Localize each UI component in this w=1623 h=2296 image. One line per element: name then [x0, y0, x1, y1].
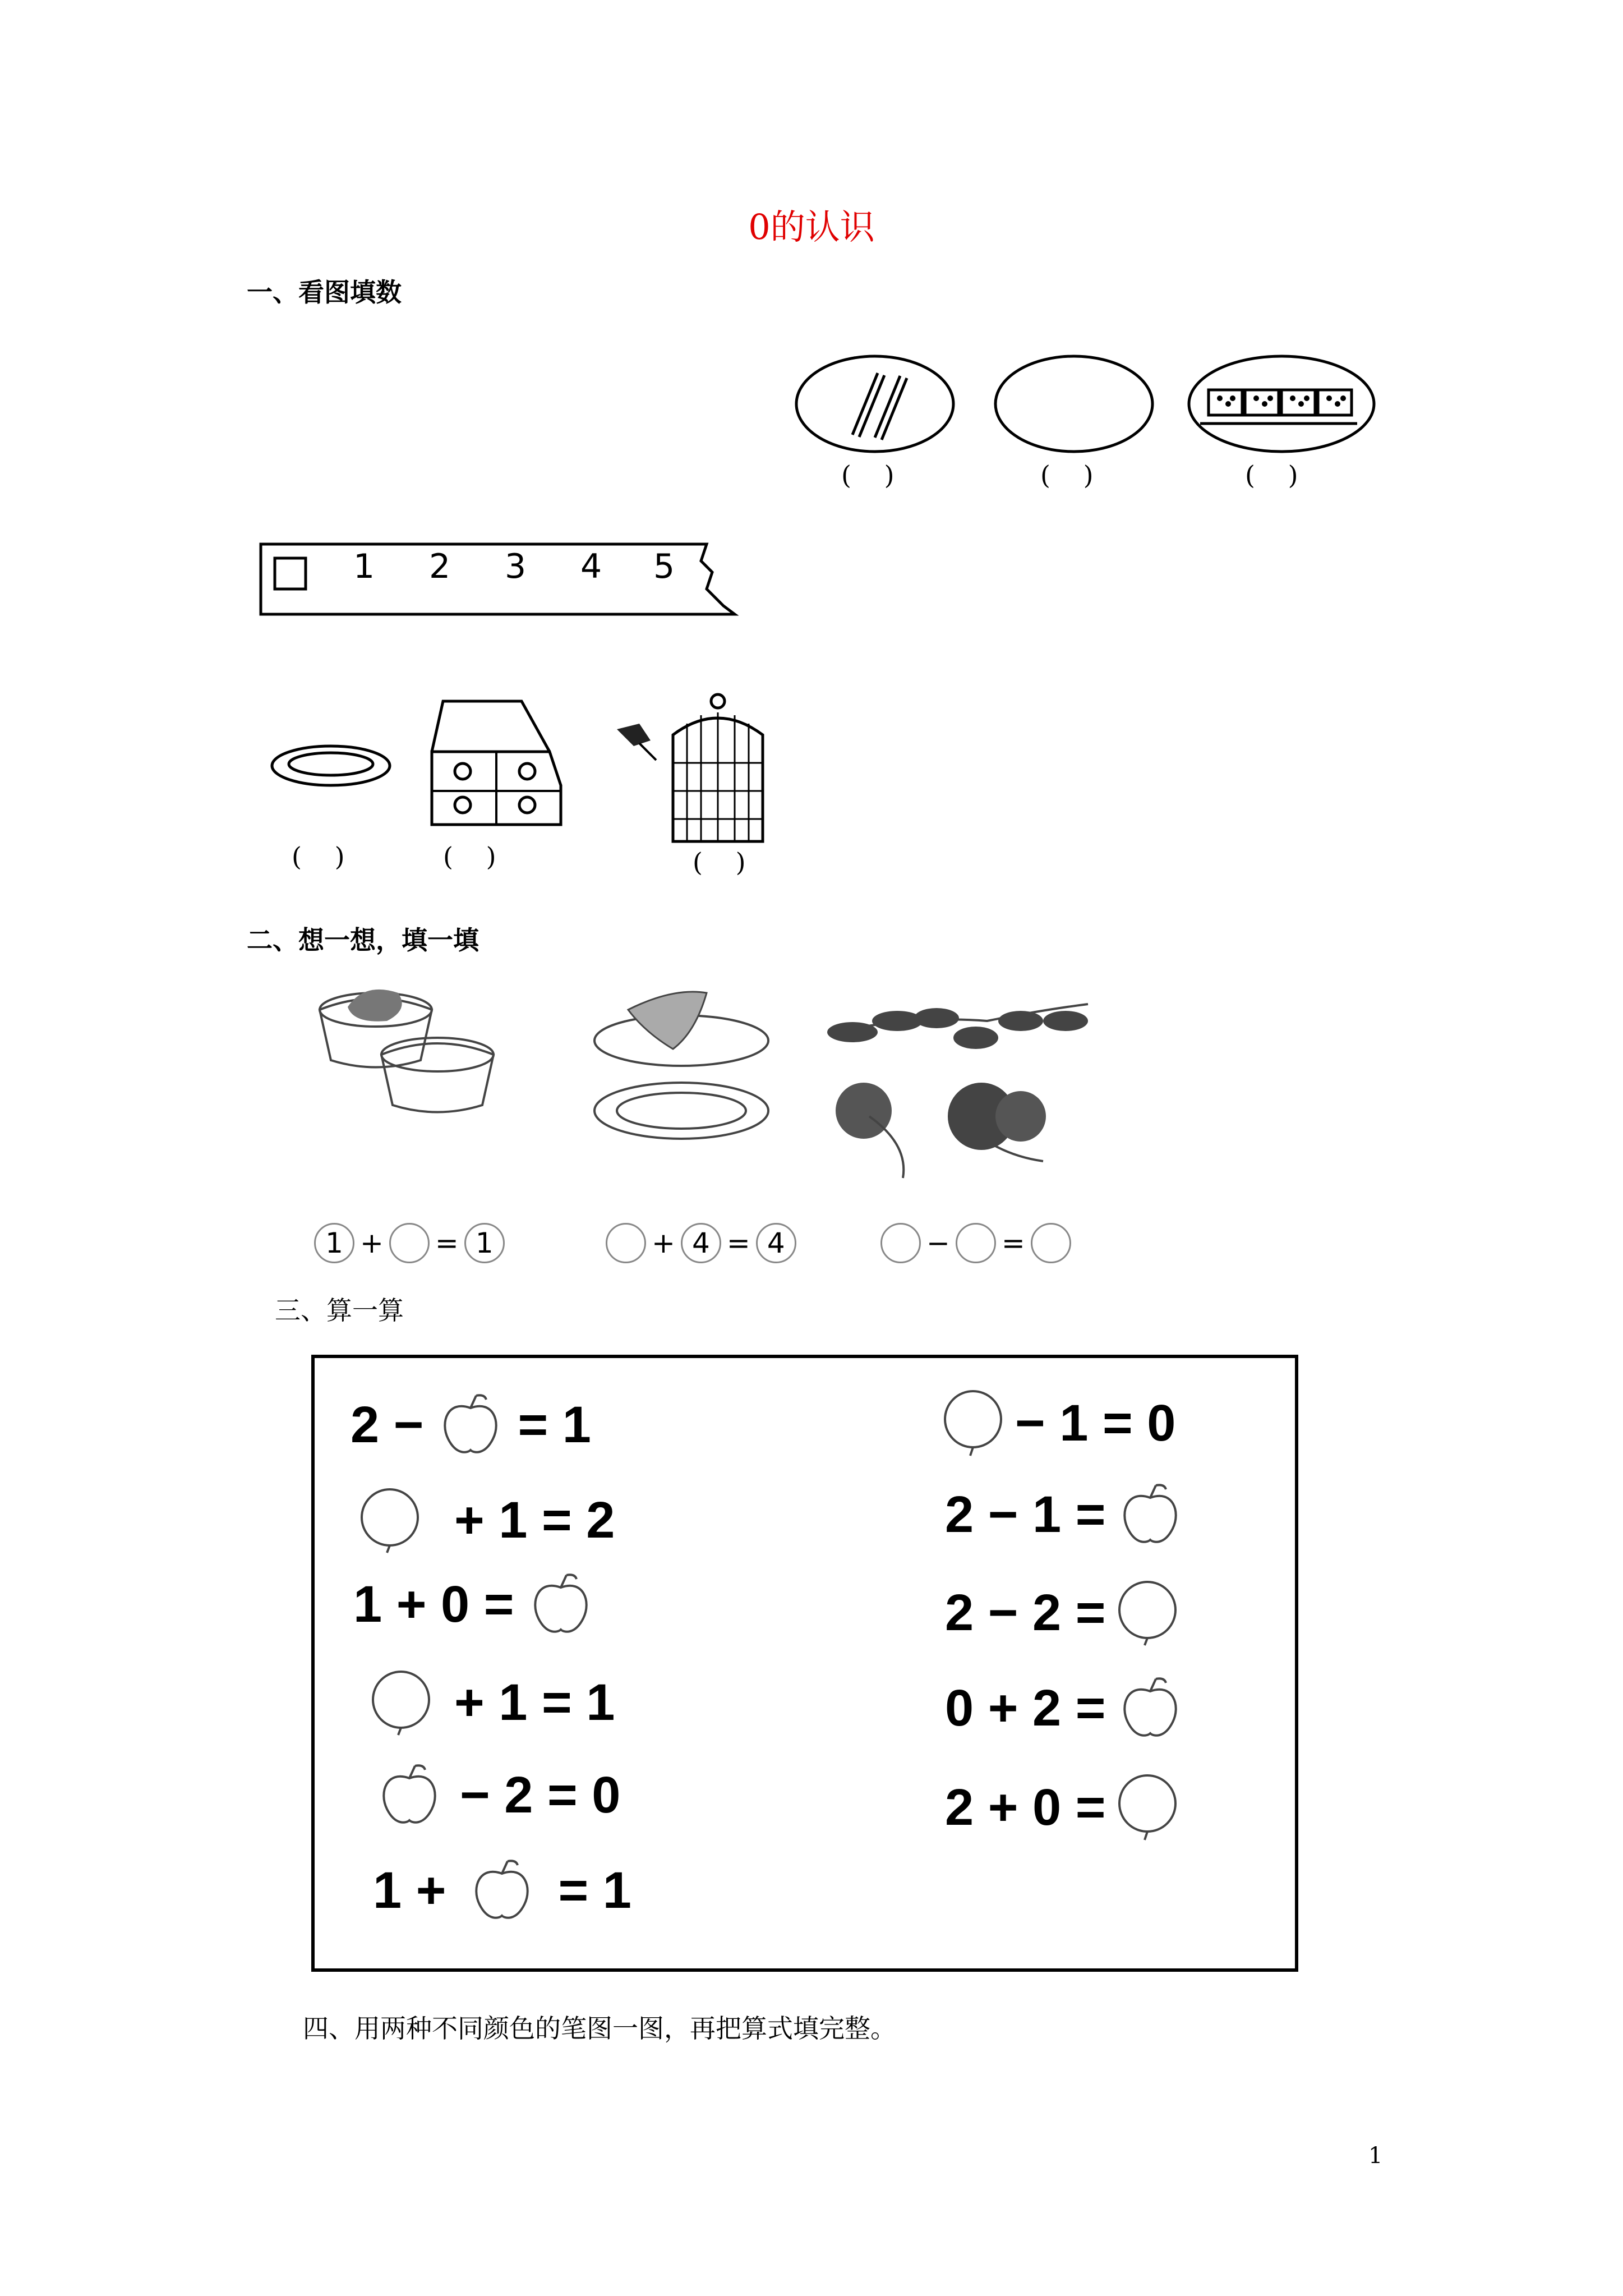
answer-circle[interactable] [606, 1223, 646, 1263]
page-number: 1 [1368, 2143, 1383, 2169]
banana-plate-icon [594, 992, 768, 1139]
bird-icon [617, 724, 656, 760]
fill-equation [314, 1223, 505, 1263]
section-4-heading: 四、用两种不同颜色的笔图一图，再把算式填完整。 [303, 2013, 896, 2044]
calc-suffix: + 1 = 2 [454, 1491, 615, 1549]
calc-prefix: 2 − [351, 1396, 424, 1453]
oval-empty [995, 356, 1152, 452]
domino-icon [1200, 390, 1357, 424]
fruit-figure [314, 976, 1166, 1200]
ovals-figure [796, 351, 1385, 463]
section-3-heading: 三、算一算 [275, 1295, 404, 1326]
calc-prefix: 1 + 0 = [353, 1575, 514, 1633]
calc-row [351, 1391, 591, 1458]
answer-circle[interactable] [956, 1223, 996, 1263]
basket-icon [320, 990, 494, 1112]
blank-circle-icon[interactable] [1117, 1773, 1178, 1843]
apple-icon[interactable] [1117, 1674, 1184, 1742]
calc-row [370, 1669, 615, 1736]
fill-equation [606, 1223, 796, 1263]
page-title: 0的认识 [748, 206, 875, 247]
box-icon [432, 701, 561, 825]
plate-icon [272, 746, 390, 785]
objects-figure [269, 690, 802, 858]
answer-paren[interactable]: ( ) [292, 841, 357, 872]
ruler-blank-box [275, 558, 306, 589]
operator: + [652, 1227, 675, 1259]
apple-icon[interactable] [437, 1391, 504, 1458]
blank-circle-icon[interactable] [359, 1487, 421, 1554]
answer-paren[interactable]: ( ) [1245, 460, 1311, 490]
answer-paren[interactable]: ( ) [693, 847, 758, 877]
calc-prefix: 0 + 2 = [945, 1679, 1106, 1737]
calc-prefix: 2 + 0 = [945, 1779, 1106, 1836]
answer-paren[interactable]: ( ) [1040, 460, 1106, 490]
answer-circle[interactable] [1031, 1223, 1071, 1263]
answer-circle[interactable]: 4 [681, 1223, 721, 1263]
equals-sign: = [1001, 1227, 1025, 1259]
ruler-number: 3 [505, 547, 527, 586]
calc-prefix: 2 − 2 = [945, 1584, 1106, 1641]
calc-suffix: − 1 = 0 [1015, 1395, 1176, 1452]
calc-row [353, 1571, 594, 1638]
equals-sign: = [726, 1227, 750, 1259]
apple-icon[interactable] [376, 1761, 443, 1829]
calc-prefix: 2 − 1 = [945, 1485, 1106, 1543]
calc-row [945, 1579, 1178, 1646]
answer-circle[interactable]: 1 [314, 1223, 354, 1263]
ruler-number: 5 [653, 547, 675, 586]
apple-branch-icon [827, 1004, 1088, 1178]
section-2-heading: 二、想一想，填一填 [247, 925, 479, 955]
answer-circle[interactable]: 1 [464, 1223, 505, 1263]
equals-sign: = [435, 1227, 459, 1259]
ruler-number: 2 [429, 547, 451, 586]
apple-icon[interactable] [468, 1857, 536, 1924]
answer-circle[interactable] [389, 1223, 430, 1263]
answer-paren[interactable]: ( ) [443, 841, 509, 872]
blank-circle-icon[interactable] [370, 1669, 432, 1736]
calc-suffix: + 1 = 1 [454, 1673, 615, 1731]
apple-icon[interactable] [1117, 1481, 1184, 1548]
calc-row [376, 1761, 620, 1829]
calc-row [945, 1773, 1178, 1843]
calc-suffix: − 2 = 0 [460, 1766, 621, 1824]
fill-equation [880, 1223, 1071, 1263]
answer-circle[interactable] [880, 1223, 921, 1263]
blank-circle-icon[interactable] [942, 1388, 1004, 1458]
operator: + [360, 1227, 384, 1259]
ruler-number: 1 [353, 547, 375, 586]
calc-suffix: = 1 [518, 1396, 591, 1453]
apple-icon[interactable] [527, 1571, 594, 1638]
calc-suffix: = 1 [558, 1861, 631, 1919]
answer-paren[interactable]: ( ) [841, 460, 907, 490]
calc-row [359, 1487, 615, 1554]
calc-row [373, 1857, 631, 1924]
pencil-icon [852, 373, 907, 440]
calc-row [945, 1674, 1184, 1742]
operator: − [926, 1227, 950, 1259]
section-1-heading: 一、看图填数 [247, 277, 402, 307]
birdcage-icon [673, 694, 763, 841]
calc-prefix: 1 + [373, 1861, 446, 1919]
answer-circle[interactable]: 4 [756, 1223, 796, 1263]
blank-circle-icon[interactable] [1117, 1579, 1178, 1646]
calc-row [945, 1481, 1184, 1548]
ruler-number: 4 [580, 547, 602, 586]
calc-row [942, 1388, 1175, 1458]
